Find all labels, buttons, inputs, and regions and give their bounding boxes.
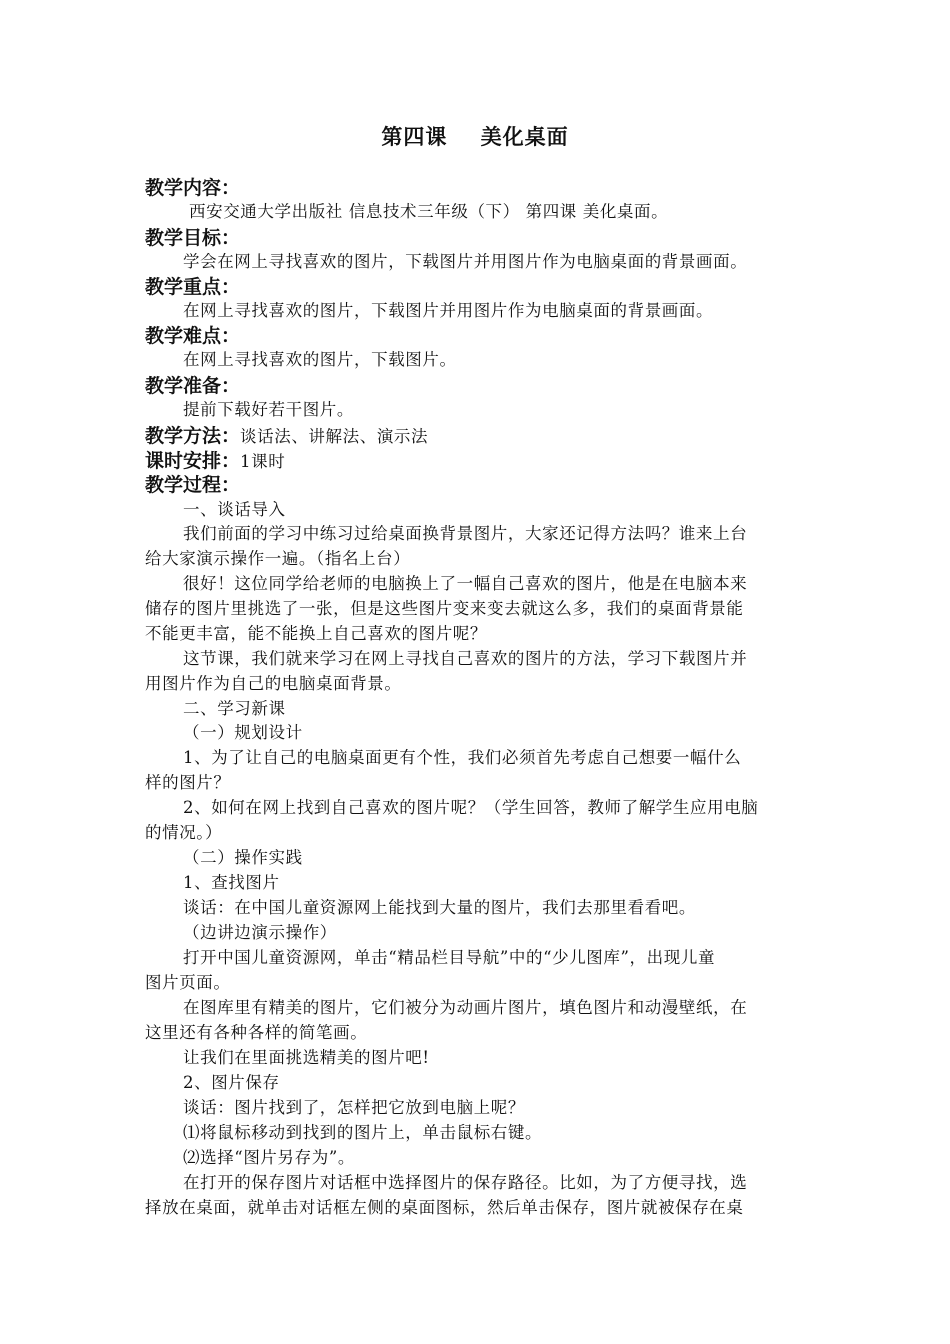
schedule-row — [145, 449, 285, 474]
body-line: 二、学习新课 — [183, 699, 286, 718]
body-line: 图片页面。 — [145, 973, 231, 992]
body-line: 在图库里有精美的图片，它们被分为动画片图片，填色图片和动漫壁纸，在 — [183, 998, 748, 1017]
method-row — [145, 424, 428, 449]
body-line: 择放在桌面，就单击对话框左侧的桌面图标，然后单击保存，图片就被保存在桌 — [145, 1198, 744, 1217]
prep-text: 提前下载好若干图片。 — [183, 400, 354, 419]
body-line: 的情况。） — [145, 823, 223, 842]
body-line: 打开中国儿童资源网，单击“精品栏目导航”中的“少儿图库”，出现儿童 — [183, 948, 716, 967]
body-line: 2、图片保存 — [183, 1073, 280, 1092]
body-line: （二）操作实践 — [183, 848, 303, 867]
body-line: （边讲边演示操作） — [183, 923, 337, 942]
goal-text: 学会在网上寻找喜欢的图片，下载图片并用图片作为电脑桌面的背景画面。 — [183, 252, 748, 271]
body-line: 1、为了让自己的电脑桌面更有个性，我们必须首先考虑自己想要一幅什么 — [183, 748, 742, 767]
body-line: ⑴将鼠标移动到找到的图片上，单击鼠标右键。 — [183, 1123, 543, 1142]
body-line: 样的图片？ — [145, 773, 231, 792]
page-title: 第四课 美化桌面 — [381, 125, 569, 149]
body-line: 很好！这位同学给老师的电脑换上了一幅自己喜欢的图片，他是在电脑本来 — [183, 574, 748, 593]
heading-difficult: 教学难点： — [145, 325, 241, 347]
content-text: 西安交通大学出版社 信息技术三年级（下） 第四课 美化桌面。 — [189, 202, 669, 221]
heading-schedule: 课时安排： — [145, 450, 241, 472]
body-line: 谈话：图片找到了，怎样把它放到电脑上呢？ — [183, 1098, 525, 1117]
key-text: 在网上寻找喜欢的图片，下载图片并用图片作为电脑桌面的背景画面。 — [183, 301, 714, 320]
body-line: 2、如何在网上找到自己喜欢的图片呢？（学生回答，教师了解学生应用电脑 — [183, 798, 759, 817]
heading-key: 教学重点： — [145, 276, 241, 298]
body-line: （一）规划设计 — [183, 723, 303, 742]
body-line: 用图片作为自己的电脑桌面背景。 — [145, 674, 402, 693]
heading-goal: 教学目标： — [145, 227, 241, 249]
body-line: 储存的图片里挑选了一张，但是这些图片变来变去就这么多，我们的桌面背景能 — [145, 599, 744, 618]
body-line: 我们前面的学习中练习过给桌面换背景图片，大家还记得方法吗？谁来上台 — [183, 524, 748, 543]
body-line: 让我们在里面挑选精美的图片吧! — [183, 1048, 430, 1067]
body-line: 这节课，我们就来学习在网上寻找自己喜欢的图片的方法，学习下载图片并 — [183, 649, 748, 668]
heading-content: 教学内容： — [145, 177, 241, 199]
difficult-text: 在网上寻找喜欢的图片，下载图片。 — [183, 350, 457, 369]
body-line: 给大家演示操作一遍。（指名上台） — [145, 549, 411, 568]
schedule-text: 1课时 — [240, 452, 286, 471]
heading-process: 教学过程： — [145, 474, 241, 496]
body-line: 谈话：在中国儿童资源网上能找到大量的图片，我们去那里看看吧。 — [183, 898, 696, 917]
heading-method: 教学方法： — [145, 425, 241, 447]
body-line: 不能更丰富，能不能换上自己喜欢的图片呢？ — [145, 624, 487, 643]
body-line: 在打开的保存图片对话框中选择图片的保存路径。比如，为了方便寻找，选 — [183, 1173, 748, 1192]
heading-prep: 教学准备： — [145, 375, 241, 397]
body-line: 一、谈话导入 — [183, 500, 286, 519]
body-line: ⑵选择“图片另存为”。 — [183, 1148, 355, 1167]
body-line: 1、查找图片 — [183, 873, 280, 892]
body-line: 这里还有各种各样的简笔画。 — [145, 1023, 368, 1042]
method-text: 谈话法、讲解法、演示法 — [240, 427, 429, 446]
